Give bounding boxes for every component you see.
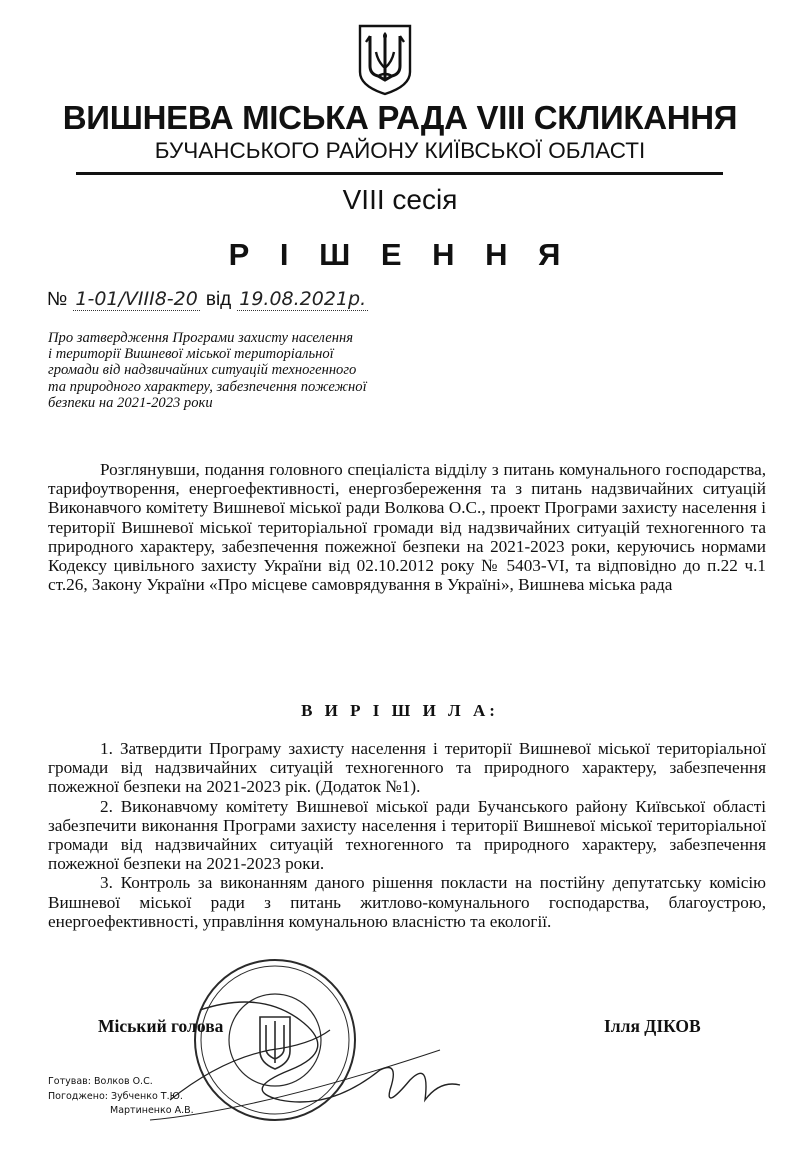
decision-item: 1. Затвердити Програму захисту населення і території Вишневої міської територіальної громади від надзвичайних ситуацій техногенного та природного характеру, забезпечення пожежної безпеки на 2021-2023 рік. (Додаток №1). [48,739,766,797]
mayor-title: Міський голова [98,1016,224,1036]
preamble-paragraph [48,460,766,594]
subject-line: та природного характеру, забезпечення пожежної [48,378,367,395]
council-name: ВИШНЕВА МІСЬКА РАДА VIII СКЛИКАННЯ [62,99,738,136]
decision-number: 1-01/VIII8-20 [75,288,198,310]
trident-coat-of-arms-icon [356,22,414,98]
approved-by-second: Мартиненко А.В. [110,1105,194,1116]
district-name: БУЧАНСЬКОГО РАЙОНУ КИЇВСЬКОЇ ОБЛАСТІ [154,138,646,163]
document-type-title: Р І Ш Е Н Н Я [228,237,572,272]
date-label: від [205,289,232,310]
header-divider [76,172,723,175]
number-label: № [47,289,68,310]
decision-date: 19.08.2021р. [239,288,367,310]
session-label: VIII сесія [342,184,458,215]
decision-item: 2. Виконавчому комітету Вишневої міської ради Бучанського району Київської області забезпечити виконання Програми захисту населення і території Вишневої міської територіальної громади від надзвичайних ситуацій техногенного та природного характеру, забезпечення пожежної безпеки на 2021-2023 роки. [48,796,766,874]
decision-number-line [47,286,368,312]
mayor-name: Ілля ДІКОВ [604,1016,701,1036]
decision-items [48,739,766,931]
subject-line: безпеки на 2021-2023 роки [48,394,213,411]
approved-by: Погоджено: Зубченко Т.Ю. [48,1091,183,1102]
decision-item: 3. Контроль за виконанням даного рішення покласти на постійну депутатську комісію Вишневої міської ради з питань житлово-комунального господарства, благоустрою, енергоефективності, управління комунальною власністю та екології. [48,873,766,931]
decision-subject [48,330,408,411]
prepared-by: Готував: Волков О.С. [48,1076,153,1087]
resolved-heading: В И Р І Ш И Л А: [301,701,499,720]
subject-line: Про затвердження Програми захисту населення [48,330,354,346]
subject-line: громади від надзвичайних ситуацій техногенного [48,362,357,379]
subject-line: і території Вишневої міської територіальної [48,346,334,363]
preamble-text: Розглянувши, подання головного спеціаліста відділу з питань комунального господарства, тарифоутворення, енергоефективності, енергозбереження та з питань надзвичайних ситуацій Виконавчого комітету Вишневої міської ради Волкова О.С., проект Програми захисту населення і території Вишневої міської територіальної громади від надзвичайних ситуацій техногенного та природного характеру, забезпечення пожежної безпеки на 2021-2023 роки, керуючись нормами Кодексу цивільного захисту України від 02.10.2012 року № 5403-VI, та відповідно до п.22 ч.1 ст.26, Закону України «Про місцеве самоврядування в Україні», Вишнева міська рада [48,460,766,595]
